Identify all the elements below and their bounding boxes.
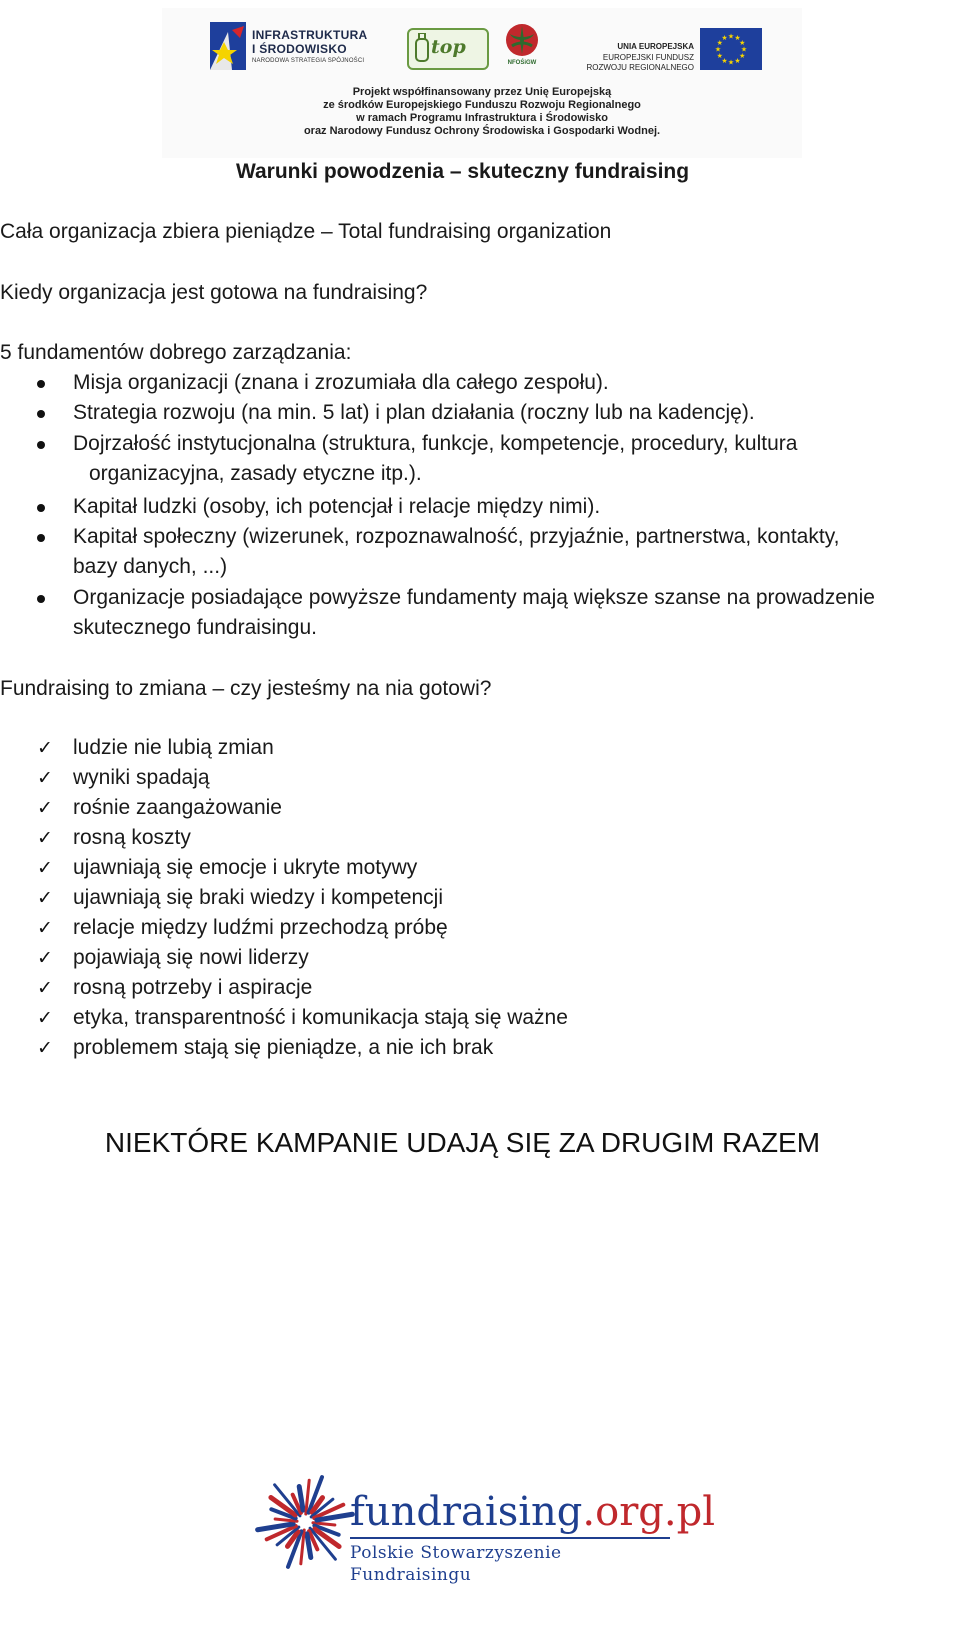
cofinancing-line: oraz Narodowy Fundusz Ochrony Środowiska i Gospodarki Wodnej. — [303, 125, 661, 137]
list-item-text: Misja organizacji (znana i zrozumiała dla całego zespołu). — [73, 371, 609, 394]
list-item-text: Kapitał ludzki (osoby, ich potencjał i relacje między nimi). — [73, 495, 601, 518]
eu-star-icon: ★ — [734, 57, 741, 65]
brand-subtitle: Polskie Stowarzyszenie Fundraisingu — [350, 1543, 562, 1585]
page-title: Warunki powodzenia – skuteczny fundraising — [235, 160, 690, 183]
fundraising-org-logo — [255, 1470, 716, 1585]
eu-star-icon: ★ — [740, 46, 748, 54]
eu-star-icon: ★ — [721, 57, 728, 65]
nfosigw-emblem-icon — [504, 22, 540, 58]
list-item-text-continuation: bazy danych, ...) — [73, 555, 228, 578]
eu-star-icon: ★ — [721, 35, 728, 43]
list-item-text: wyniki spadają — [73, 766, 210, 789]
cofinancing-line: ze środków Europejskiego Funduszu Rozwoju Regionalnego — [323, 99, 641, 111]
list-item-text: relacje między ludźmi przechodzą próbę — [73, 916, 448, 939]
bullet-icon — [37, 380, 45, 388]
eu-star-icon: ★ — [716, 53, 723, 60]
checkmark-icon: ✓ — [37, 1037, 53, 1059]
list-item-text: rosną koszty — [73, 826, 191, 849]
fundamentals-heading: 5 fundamentów dobrego zarządzania: — [0, 341, 352, 364]
list-item-text: Strategia rozwoju (na min. 5 lat) i plan działania (roczny lub na kadencję). — [73, 401, 755, 424]
infrastruktura-label: INFRASTRUKTURA — [252, 28, 368, 42]
checkmark-icon: ✓ — [37, 827, 53, 849]
checkmark-icon: ✓ — [37, 947, 53, 969]
efrr-label-1: EUROPEJSKI FUNDUSZ — [602, 53, 694, 62]
brand-tld: .org.pl — [582, 1489, 716, 1535]
intro-question: Kiedy organizacja jest gotowa na fundraising? — [0, 281, 428, 304]
list-item-text: rosną potrzeby i aspiracje — [73, 976, 313, 999]
bullet-icon — [37, 441, 45, 449]
infrastruktura-srodowisko-logo — [210, 20, 385, 76]
closing-statement: NIEKTÓRE KAMPANIE UDAJĄ SIĘ ZA DRUGIM RAZEM — [104, 1127, 821, 1158]
checkmark-icon: ✓ — [37, 857, 53, 879]
list-item-text: ujawniają się braki wiedzy i kompetencji — [73, 886, 444, 909]
checkmark-icon: ✓ — [37, 1007, 53, 1029]
list-item-text: problemem stają się pieniądze, a nie ich brak — [73, 1036, 494, 1059]
intro-total-fundraising: Cała organizacja zbiera pieniądze – Total fundraising organization — [0, 220, 612, 243]
eu-star-icon: ★ — [734, 35, 741, 43]
brand-main: fundraising — [350, 1489, 583, 1535]
list-item-text-continuation: skutecznego fundraisingu. — [73, 616, 317, 639]
eu-star-icon: ★ — [727, 59, 735, 67]
list-item-text: rośnie zaangażowanie — [73, 796, 282, 819]
list-item-text-continuation: organizacyjna, zasady etyczne itp.). — [89, 462, 422, 485]
eu-star-icon: ★ — [714, 46, 722, 54]
cofinancing-line: Projekt współfinansowany przez Unię Europejską — [352, 86, 612, 98]
infrastruktura-flag-icon — [210, 22, 246, 70]
list-item-text: Kapitał społeczny (wizerunek, rozpoznawalność, przyjaźnie, partnerstwa, kontakty, — [73, 525, 840, 548]
brand-name — [350, 1490, 715, 1534]
bullet-icon — [37, 534, 45, 542]
cofinancing-line: w ramach Programu Infrastruktura i Środowisko — [356, 112, 608, 124]
checkmark-icon: ✓ — [37, 977, 53, 999]
funding-logos-header — [162, 8, 802, 158]
checkmark-icon: ✓ — [37, 917, 53, 939]
bullet-icon — [37, 504, 45, 512]
list-item-text: Dojrzałość instytucjonalna (struktura, funkcje, kompetencje, procedury, kultura — [73, 432, 798, 455]
list-item-text: Organizacje posiadające powyższe fundamenty mają większe szanse na prowadzenie — [73, 586, 875, 609]
eu-star-icon: ★ — [739, 40, 746, 47]
eu-star-icon: ★ — [739, 53, 746, 60]
nfosigw-label: NFOŚiGW — [507, 60, 537, 66]
nfosigw-logo — [502, 22, 542, 78]
starburst-icon — [255, 1472, 355, 1572]
eu-star-icon: ★ — [716, 40, 723, 47]
bullet-icon — [37, 410, 45, 418]
eu-flag-icon — [700, 28, 762, 70]
top-bottle-icon — [413, 33, 431, 63]
top-logo-text: top — [431, 36, 466, 58]
cofinancing-statement — [162, 86, 802, 138]
efrr-label-2: ROZWOJU REGIONALNEGO — [586, 63, 694, 72]
ue-label: UNIA EUROPEJSKA — [617, 42, 694, 51]
brand-divider — [350, 1537, 670, 1539]
change-question: Fundraising to zmiana – czy jesteśmy na nia gotowi? — [0, 677, 492, 700]
top-logo — [407, 28, 489, 70]
list-item-text: etyka, transparentność i komunikacja stają się ważne — [73, 1006, 568, 1029]
strategia-label: NARODOWA STRATEGIA SPÓJNOŚCI — [252, 58, 365, 64]
srodowisko-label: I ŚRODOWISKO — [252, 42, 347, 56]
checkmark-icon: ✓ — [37, 767, 53, 789]
checkmark-icon: ✓ — [37, 887, 53, 909]
list-item-text: pojawiają się nowi liderzy — [73, 946, 309, 969]
eu-logo — [562, 28, 762, 72]
checkmark-icon: ✓ — [37, 797, 53, 819]
bullet-icon — [37, 595, 45, 603]
eu-star-icon: ★ — [727, 33, 735, 41]
list-item-text: ujawniają się emocje i ukryte motywy — [73, 856, 418, 879]
list-item-text: ludzie nie lubią zmian — [73, 736, 274, 759]
checkmark-icon: ✓ — [37, 737, 53, 759]
